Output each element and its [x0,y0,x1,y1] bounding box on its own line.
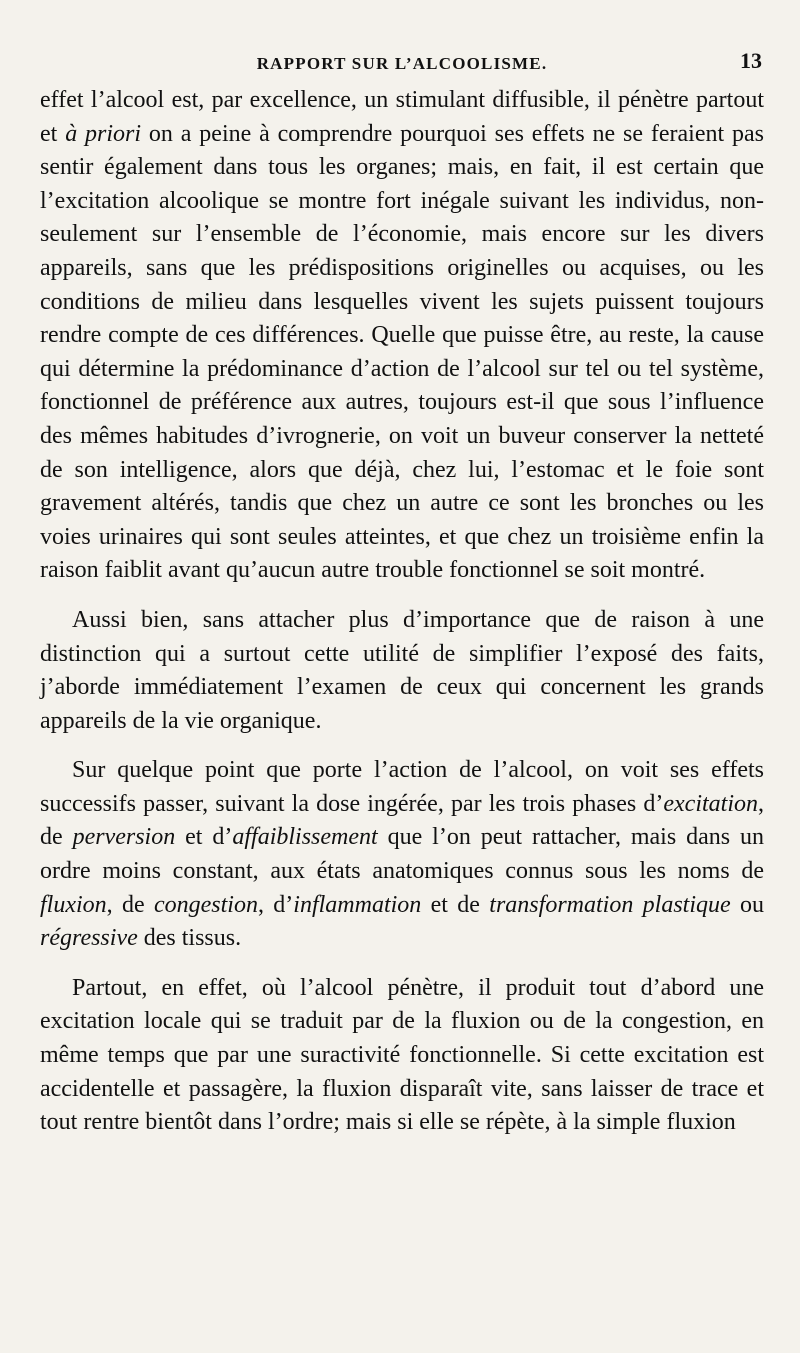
italic-segment: fluxion [40,891,107,918]
paragraph-segment: , d’ [257,891,294,918]
paragraph-segment: Partout, en effet, où l’alcool pénètre, il produit tout d’abord une excitation locale qui se traduit par de la fluxion ou de la congestion, en même temps que par une suractivité fonctionnelle. Si cette excitation est accidentelle et passagère, la fluxion disparaît vite, sans laisser de trace et tout rentre bientôt dans l’ordre; mais si elle se répète, à la simple fluxion [40,974,764,1136]
paragraph-segment: et d’ [175,824,233,851]
italic-segment: régressive [40,925,138,952]
italic-segment: excitation [663,790,758,817]
italic-segment: inflammation [293,891,422,918]
body-text [40,84,764,1140]
paragraph-1 [40,84,764,588]
paragraph-segment: , de [106,891,154,918]
paragraph-segment: , de [40,790,764,851]
italic-segment: congestion [153,891,258,918]
paragraph-segment: ou [730,891,764,918]
paragraph-segment: des tissus. [137,925,242,952]
running-title: RAPPORT SUR L’ALCOOLISME. [256,54,548,73]
italic-segment: perversion [72,824,176,851]
paragraph-segment: on a peine à comprendre pourquoi ses effets ne se feraient pas sentir également dans tous les organes; mais, en fait, il est certain que l’excitation alcoolique se montre fort inégale suivant les individus, non-seulement sur l’ensemble de l’économie, mais encore sur les divers appareils, sans que les prédispositions originelles ou acquises, ou les conditions de milieu dans lesquelles vivent les sujets puissent toujours rendre compte de ces différences. Quelle que puisse être, au reste, la cause qui détermine la prédominance d’action de l’alcool sur tel ou tel système, fonctionnel de préférence aux autres, toujours est-il que sous l’influence des mêmes habitudes d’ivrognerie, on voit un buveur conserver la netteté de son intelligence, alors que déjà, chez lui, l’estomac et le foie sont gravement altérés, tandis que chez un autre ce sont les bronches ou les voies urinaires qui sont seules atteintes, et que chez un troisième enfin la raison faiblit avant qu’aucun autre trouble fonctionnel se soit montré. [40,120,765,584]
paragraph-3 [40,754,764,956]
paragraph-2 [40,604,764,738]
paragraph-segment: effet l’alcool est, par excellence, un stimulant diffusible, il pénètre partout et [40,87,764,147]
italic-segment: transformation plastique [489,891,731,918]
italic-segment: à priori [65,120,142,147]
paragraph-segment: et de [421,891,490,918]
paragraph-4 [40,972,764,1140]
running-header [40,0,764,73]
italic-segment: affaiblissement [232,824,378,851]
page-number: 13 [740,48,762,73]
paragraph-segment: Sur quelque point que porte l’action de l’alcool, on voit ses effets successifs passer, suivant la dose ingérée, par les trois phases d’ [40,757,764,817]
paragraph-segment: que l’on peut rattacher, mais dans un ordre moins constant, aux états anatomiques connus sous les noms de [40,824,765,885]
paragraph-segment: Aussi bien, sans attacher plus d’importance que de raison à une distinction qui a surtout cette utilité de simplifier l’exposé des faits, j’aborde immédiatement l’examen de ceux qui concernent les grands appareils de la vie organique. [40,606,764,734]
